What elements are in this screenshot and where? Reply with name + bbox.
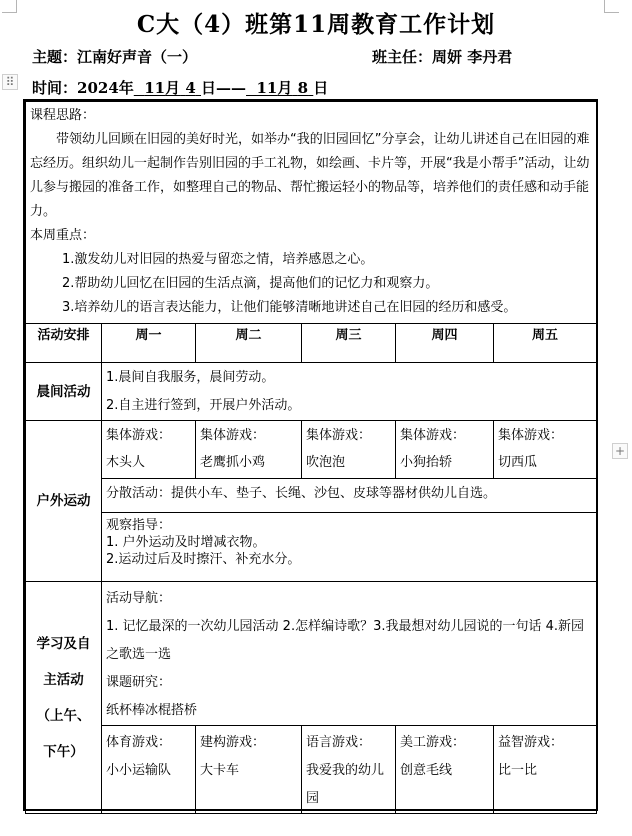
nav-heading: 活动导航：	[106, 591, 172, 606]
teacher-value: 周妍 李丹君	[432, 48, 513, 66]
time-label: 时间：	[32, 79, 78, 97]
group-game-name: 吹泡泡	[306, 455, 346, 470]
group-game-name: 木头人	[106, 455, 146, 470]
outdoor-label: 户外运动	[26, 421, 102, 582]
outdoor-observe-row	[26, 513, 597, 582]
learning-nav-row	[26, 582, 597, 726]
focus-item: 1.激发幼儿对旧园的热爱与留恋之情，培养感恩之心。	[62, 252, 374, 267]
learning-game-cell[interactable]	[102, 726, 196, 814]
plan-table	[25, 101, 597, 814]
group-game-cell[interactable]	[102, 421, 196, 479]
end-month-char: 月	[277, 79, 293, 97]
start-day: 4	[185, 79, 196, 97]
learning-game-label: 建构游戏：	[200, 735, 266, 750]
group-game-name: 老鹰抓小鸡	[200, 455, 266, 470]
outdoor-games-row	[26, 421, 597, 479]
time-dash: ——	[216, 79, 247, 97]
ideas-paragraph: 带领幼儿回顾在旧园的美好时光，如举办“我的旧园回忆”分享会，让幼儿讲述自己在旧园的难忘经历。组织幼儿一起制作告别旧园的手工礼物，如绘画、卡片等，开展“我是小帮手”活动，让幼儿参与搬园的准备工作，如整理自己的物品、帮忙搬运轻小的物品等，培养他们的责任感和动手能力。	[30, 132, 590, 219]
observe-heading: 观察指导：	[106, 518, 172, 533]
theme-value: 江南好声音（一）	[77, 48, 198, 66]
add-column-button[interactable]: +	[612, 443, 628, 459]
group-game-label: 集体游戏：	[498, 428, 564, 443]
group-game-label: 集体游戏：	[200, 428, 266, 443]
page-title: C大（4）班第11周教育工作计划	[136, 11, 496, 38]
focus-item: 3.培养幼儿的语言表达能力，让他们能够清晰地讲述自己在旧园的经历和感受。	[62, 300, 517, 315]
morning-row	[26, 363, 597, 421]
time-year: 2024年	[77, 79, 134, 97]
learning-games-row	[26, 726, 597, 814]
learning-game-name: 大卡车	[200, 763, 240, 778]
group-game-label: 集体游戏：	[106, 428, 172, 443]
ideas-row	[26, 102, 597, 324]
group-game-cell[interactable]	[494, 421, 597, 479]
learning-label: 学习及自 主活动 （上午、 下午）	[26, 582, 102, 814]
learning-game-name: 小小运输队	[106, 763, 172, 778]
morning-cell[interactable]	[102, 363, 597, 421]
morning-item: 1.晨间自我服务，晨间劳动。	[106, 370, 275, 385]
theme-line	[32, 46, 197, 67]
end-month: 11	[256, 79, 278, 97]
day-header: 周二	[196, 324, 302, 363]
start-month: 11	[144, 79, 166, 97]
teacher-line	[372, 46, 512, 67]
observe-cell[interactable]	[102, 513, 597, 582]
teacher-label: 班主任：	[372, 48, 433, 66]
focus-heading: 本周重点：	[30, 228, 96, 243]
group-game-cell[interactable]	[196, 421, 302, 479]
observe-item: 2.运动过后及时擦汗、补充水分。	[106, 552, 301, 567]
schedule-header-label: 活动安排	[26, 324, 102, 363]
group-game-name: 切西瓜	[498, 455, 538, 470]
focus-item: 2.帮助幼儿回忆在旧园的生活点滴，提高他们的记忆力和观察力。	[62, 276, 439, 291]
learning-game-label: 益智游戏：	[498, 735, 564, 750]
day-header: 周五	[494, 324, 597, 363]
learning-game-label: 体育游戏：	[106, 735, 172, 750]
learning-game-label: 美工游戏：	[400, 735, 466, 750]
observe-item: 1. 户外运动及时增减衣物。	[106, 535, 266, 550]
learning-game-cell[interactable]	[196, 726, 302, 814]
research-text: 纸杯棒冰棍搭桥	[106, 703, 198, 718]
end-day-char: 日	[313, 79, 329, 97]
end-day: 8	[297, 79, 309, 97]
learning-game-label: 语言游戏：	[306, 735, 372, 750]
scattered-cell[interactable]: 分散活动：提供小车、垫子、长绳、沙包、皮球等器材供幼儿自选。	[102, 479, 597, 513]
learning-nav-cell[interactable]	[102, 582, 597, 726]
learning-game-name: 创意毛线	[400, 763, 453, 778]
group-game-cell[interactable]	[396, 421, 494, 479]
nav-text: 1. 记忆最深的一次幼儿园活动 2.怎样编诗歌？3.我最想对幼儿园说的一句话 4.新园之歌选一选	[106, 619, 585, 662]
time-line: 时间：2024年 11月 4 日—— 11月 8 日	[32, 79, 329, 97]
theme-label: 主题：	[32, 48, 78, 66]
research-heading: 课题研究：	[106, 675, 172, 690]
day-header: 周三	[302, 324, 396, 363]
group-game-label: 集体游戏：	[306, 428, 372, 443]
schedule-header-row	[26, 324, 597, 363]
group-game-label: 集体游戏：	[400, 428, 466, 443]
learning-game-name: 比一比	[498, 763, 538, 778]
learning-game-cell[interactable]	[494, 726, 597, 814]
table-move-handle-icon[interactable]: ⠿	[2, 74, 18, 90]
learning-game-cell[interactable]	[302, 726, 396, 814]
morning-label: 晨间活动	[26, 363, 102, 421]
ideas-cell[interactable]	[26, 102, 597, 324]
day-header: 周四	[396, 324, 494, 363]
outdoor-scattered-row	[26, 479, 597, 513]
morning-item: 2.自主进行签到，开展户外活动。	[106, 398, 301, 413]
group-game-name: 小狗抬轿	[400, 455, 453, 470]
ideas-heading: 课程思路：	[30, 108, 96, 123]
day-header: 周一	[102, 324, 196, 363]
group-game-cell[interactable]	[302, 421, 396, 479]
learning-game-cell[interactable]	[396, 726, 494, 814]
learning-game-name: 我爱我的幼儿园	[306, 763, 385, 806]
